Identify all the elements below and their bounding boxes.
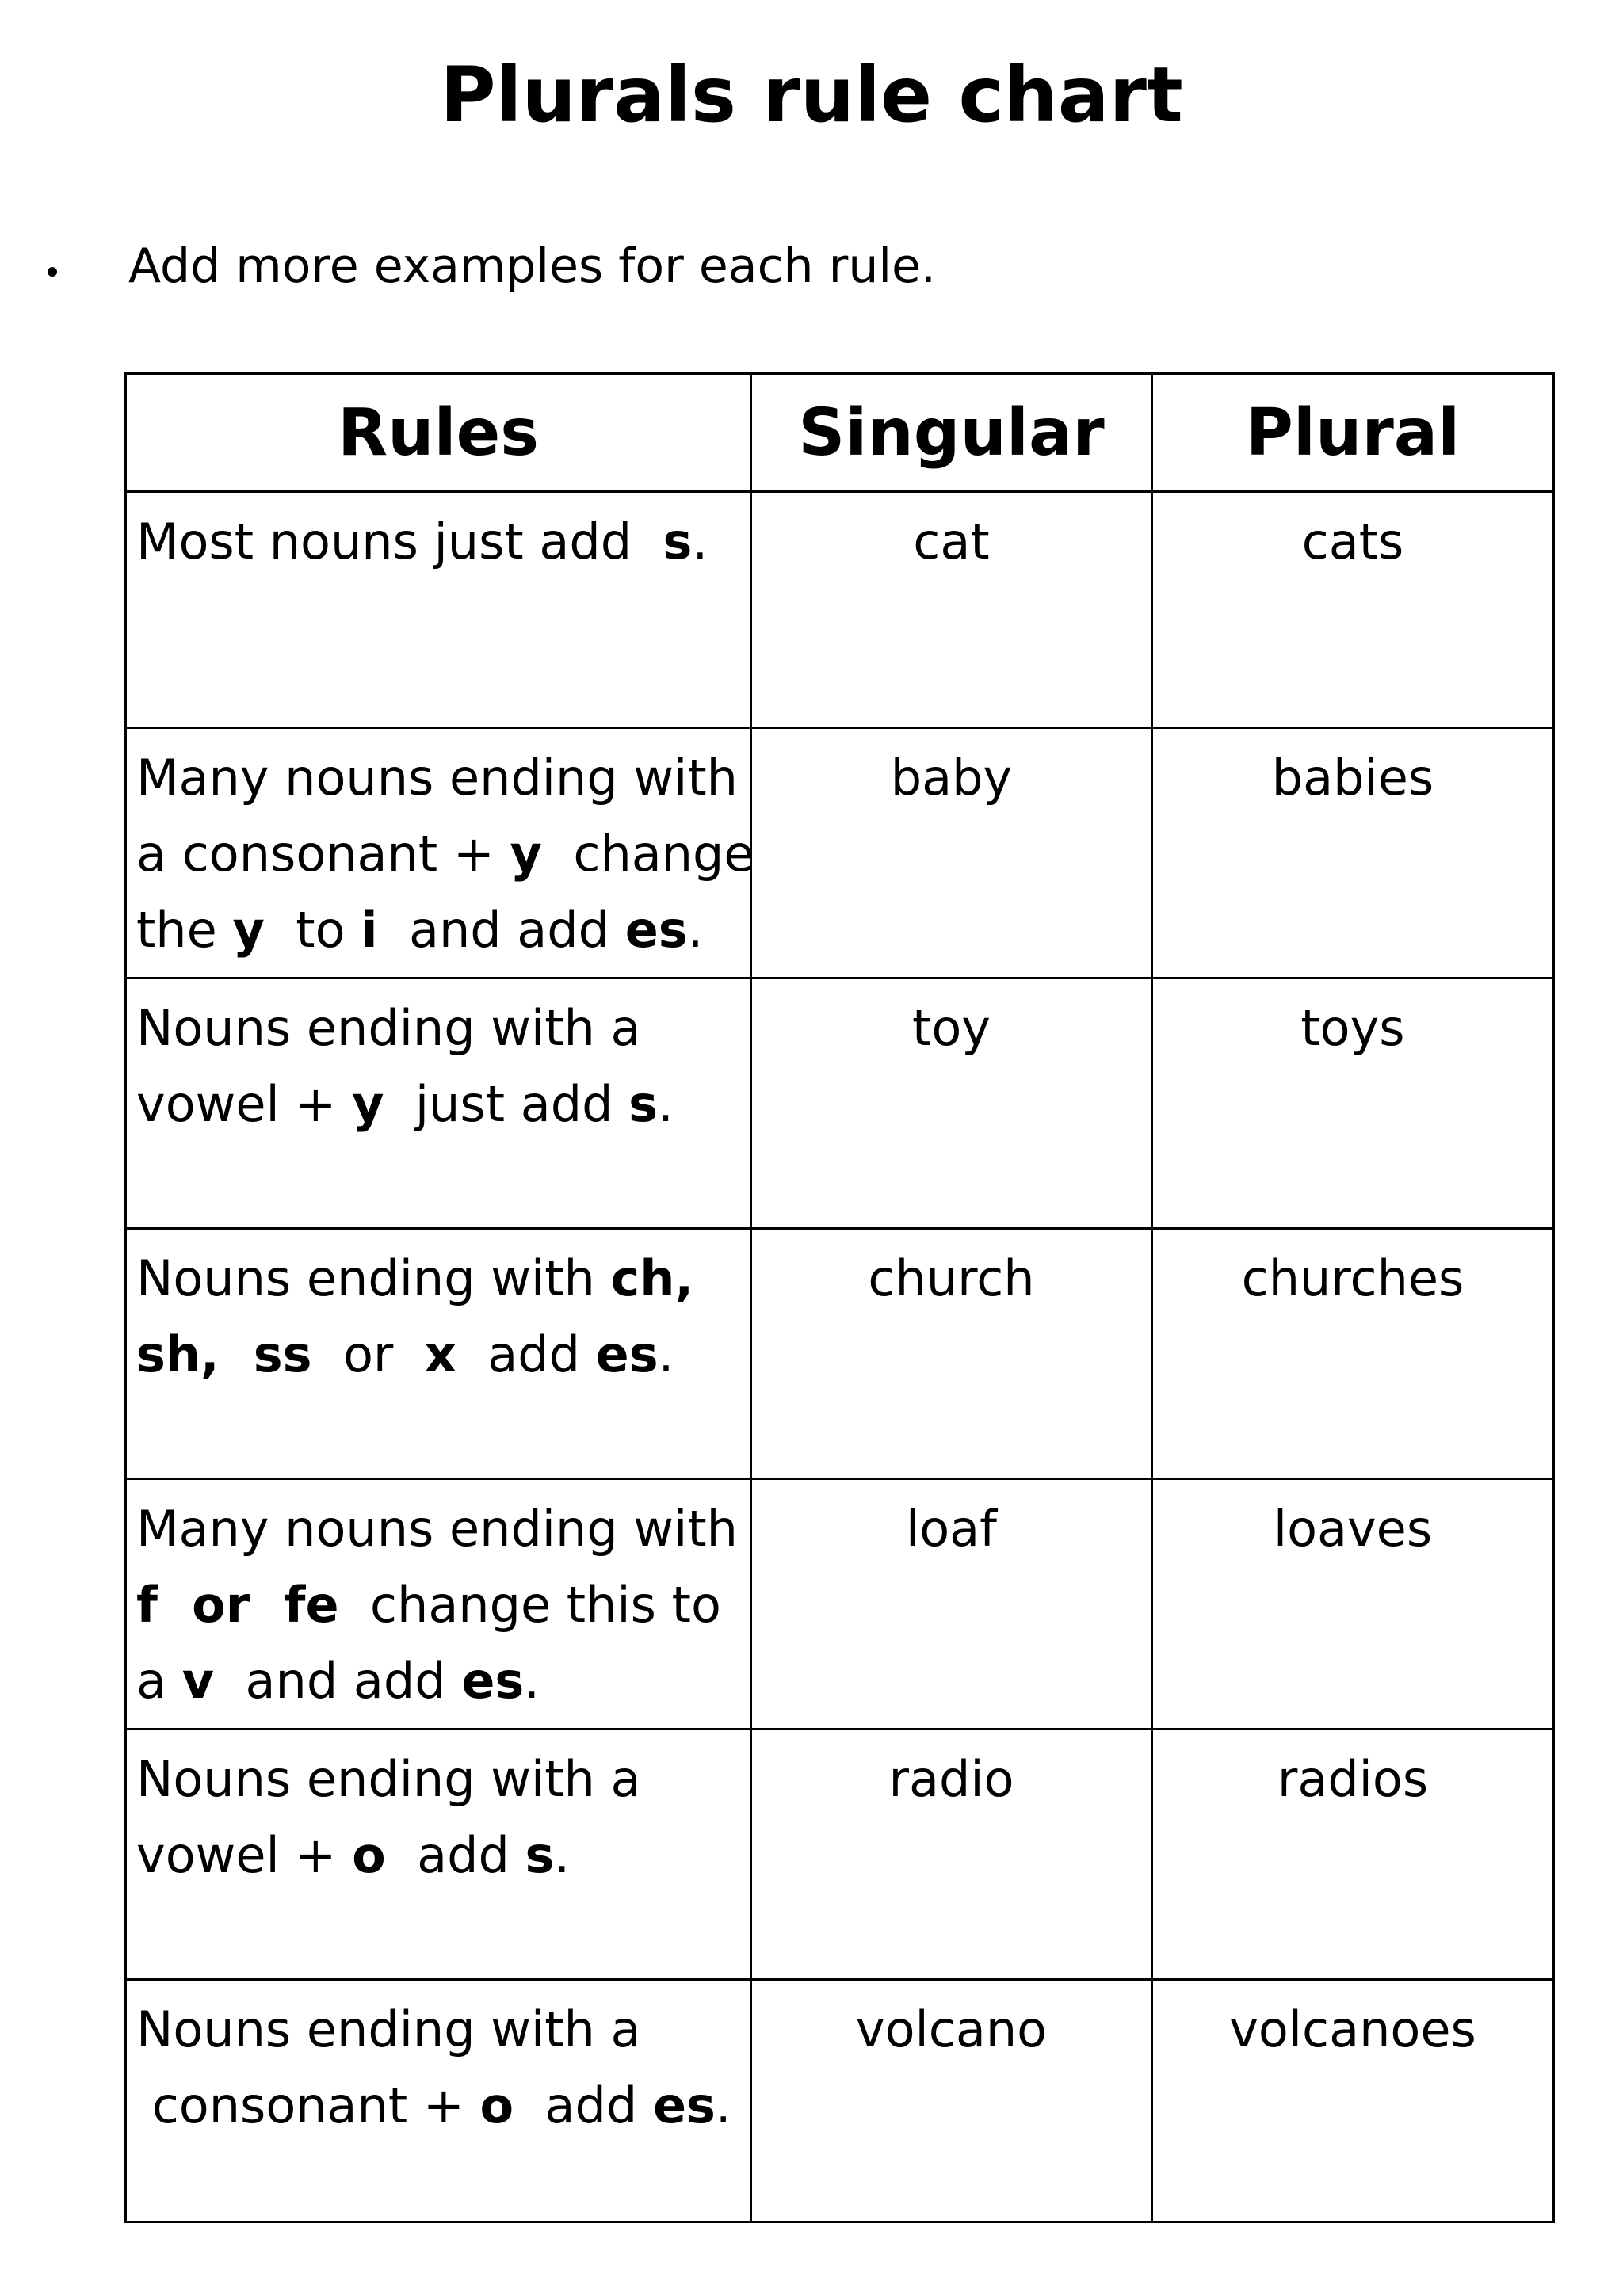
rule-text: Nouns ending with a [136, 1750, 641, 1808]
rule-emphasis: i [361, 901, 378, 959]
rule-emphasis: sh, ss [136, 1325, 312, 1383]
rule-line [136, 1491, 743, 1567]
rule-cell [126, 492, 751, 728]
rule-text: Nouns ending with a [136, 999, 641, 1057]
rule-emphasis: s [663, 513, 693, 570]
table-row [126, 1980, 1554, 2222]
plural-cell: loaves [1152, 1479, 1554, 1730]
rule-line [136, 1741, 743, 1817]
rule-emphasis: es [624, 901, 688, 959]
rule-text: the [136, 901, 233, 959]
bullet-icon [48, 267, 57, 277]
rule-text: Nouns ending with a [136, 2000, 641, 2058]
rule-emphasis: x [424, 1325, 456, 1383]
instruction-text: Add more examples for each rule. [128, 238, 937, 294]
rule-text: to [264, 901, 361, 959]
singular-cell: loaf [751, 1479, 1152, 1730]
rule-line [136, 892, 743, 968]
table-row [126, 1730, 1554, 1980]
rule-line [136, 740, 743, 816]
rule-text: or [311, 1325, 425, 1383]
plural-cell: babies [1152, 728, 1554, 978]
rule-text: Many nouns ending with [136, 749, 738, 807]
plural-cell: radios [1152, 1730, 1554, 1980]
singular-cell: volcano [751, 1980, 1152, 2222]
rule-line [136, 1567, 743, 1643]
rule-text: . [715, 2077, 731, 2134]
rule-text: vowel + [136, 1075, 353, 1133]
table-row [126, 978, 1554, 1229]
rule-text: Most nouns just add [136, 513, 663, 570]
rule-text: add [385, 1826, 525, 1884]
rule-text: . [658, 1075, 674, 1133]
rule-text: a consonant + [136, 825, 510, 883]
rule-text: change [541, 825, 754, 883]
rule-line [136, 990, 743, 1066]
table-header-row [126, 374, 1554, 492]
rule-text: add [514, 2077, 653, 2134]
rule-line [136, 1643, 743, 1719]
rule-text: vowel + [136, 1826, 353, 1884]
rule-cell [126, 978, 751, 1229]
rule-emphasis: o [352, 1826, 386, 1884]
instruction-bullet [48, 235, 936, 298]
rule-text: . [554, 1826, 571, 1884]
rule-text: Many nouns ending with [136, 1500, 738, 1558]
rule-text: . [687, 901, 704, 959]
rule-text: a [136, 1652, 182, 1710]
rule-text: . [692, 513, 708, 570]
header-rules: Rules [126, 374, 751, 492]
rule-cell [126, 1730, 751, 1980]
rule-text: and add [214, 1652, 462, 1710]
page-title: Plurals rule chart [440, 51, 1183, 139]
header-singular: Singular [751, 374, 1152, 492]
rule-emphasis: o [479, 2077, 514, 2134]
rule-emphasis: ch, [610, 1249, 693, 1307]
plural-cell: churches [1152, 1229, 1554, 1479]
rule-line [136, 1066, 743, 1142]
rule-emphasis: es [595, 1325, 659, 1383]
singular-cell: radio [751, 1730, 1152, 1980]
rule-line [136, 1241, 743, 1317]
rule-text: change this to [338, 1576, 721, 1634]
rule-text: Nouns ending with [136, 1249, 611, 1307]
singular-cell: toy [751, 978, 1152, 1229]
rule-text: . [524, 1652, 540, 1710]
rule-cell [126, 728, 754, 978]
rule-emphasis: y [232, 901, 265, 959]
header-plural: Plural [1152, 374, 1554, 492]
rule-emphasis: y [352, 1075, 384, 1133]
rule-emphasis: es [461, 1652, 525, 1710]
rule-line [136, 2068, 743, 2144]
rule-line [136, 504, 743, 580]
rule-emphasis: s [628, 1075, 659, 1133]
rule-emphasis: y [510, 825, 542, 883]
rule-cell [126, 1229, 751, 1479]
rule-text: add [456, 1325, 596, 1383]
rule-emphasis: es [652, 2077, 716, 2134]
table-body [126, 492, 1554, 2222]
rule-emphasis: f or fe [136, 1576, 339, 1634]
plurals-table [124, 372, 1555, 2223]
plural-cell: volcanoes [1152, 1980, 1554, 2222]
singular-cell: cat [751, 492, 1152, 728]
rule-emphasis: s [525, 1826, 555, 1884]
rule-text: . [658, 1325, 674, 1383]
plural-cell: cats [1152, 492, 1554, 728]
table-row [126, 728, 1554, 978]
table-row [126, 1229, 1554, 1479]
rule-text: and add [377, 901, 625, 959]
plural-cell: toys [1152, 978, 1554, 1229]
rule-line [136, 1817, 743, 1894]
rule-cell [126, 1479, 751, 1730]
rule-line [136, 816, 754, 892]
rule-line [136, 1992, 743, 2068]
rule-cell [126, 1980, 751, 2222]
table-row [126, 1479, 1554, 1730]
rule-text: consonant + [136, 2077, 480, 2134]
singular-cell: baby [751, 728, 1152, 978]
table-row [126, 492, 1554, 728]
rule-line [136, 1317, 743, 1393]
rule-text: just add [384, 1075, 629, 1133]
rule-emphasis: v [181, 1652, 215, 1710]
singular-cell: church [751, 1229, 1152, 1479]
